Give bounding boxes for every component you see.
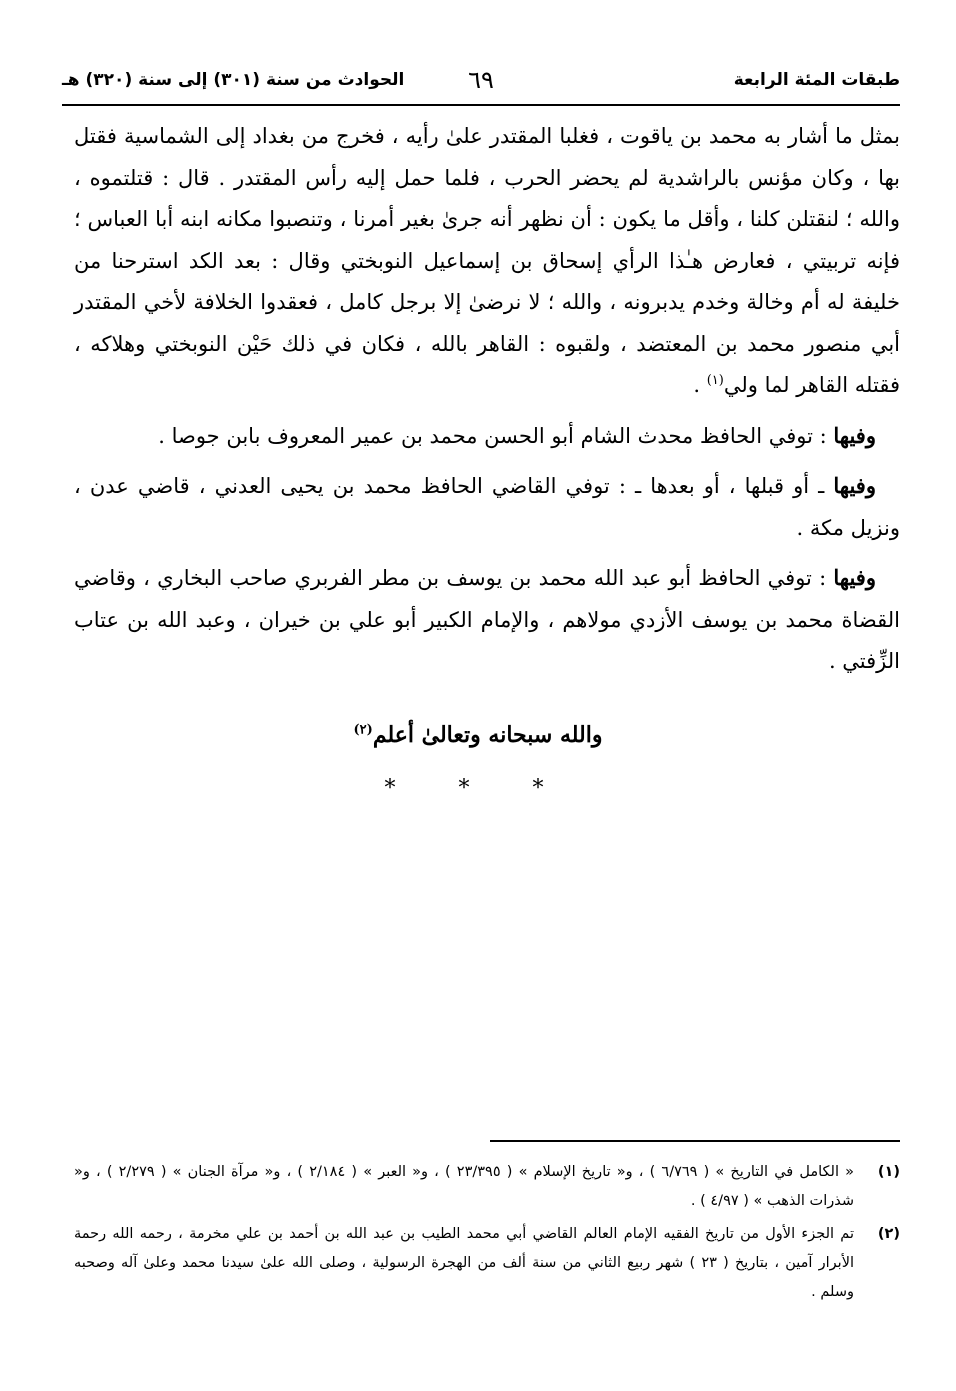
paragraph-text: بمثل ما أشار به محمد بن ياقوت ، فغلبا المقتدر علىٰ رأيه ، فخرج من بغداد إلى الشماسية فقتل بها ، وكان مؤنس بالراشدية لم يحضر الحرب ، فلما حمل إليه رأس المقتدر . قال : قتلتموه ، والله ؛ لنقتلن كلنا ، وأقل ما يكون : أن نظهر أنه جرىٰ بغير أمرنا ، وتنصبوا مكانه ابنه أبا العباس ؛ فإنه تربيتي ، فعارض هـٰذا الرأي إسحاق بن إسماعيل النوبختي وقال : بعد الكد استرحنا من خليفة له أم وخالة وخدم يدبرونه ، والله ؛ لا نرضىٰ إلا برجل كامل ، فعقدوا الخلافة لأخي المقتدر أبي منصور محمد بن المعتضد ، ولقبوه : القاهر بالله ، فكان في ذلك حَيْن النوبختي وهلاكه ، فقتله القاهر لما ولي bbox=[74, 124, 900, 397]
paragraph-tail: . bbox=[693, 373, 707, 397]
footnote-text: « الكامل في التاريخ » ( ٦/٧٦٩ ) ، و« تاريخ الإسلام » ( ٢٣/٣٩٥ ) ، و« العبر » ( ٢/١٨٤ ) ، و« مرآة الجنان » ( ٢/٢٧٩ ) ، و« شذرات الذهب » ( ٤/٩٧ ) . bbox=[74, 1164, 854, 1209]
section-separator: * * * bbox=[384, 776, 572, 801]
header-divider bbox=[62, 104, 900, 106]
footnotes bbox=[74, 1158, 900, 1311]
closing-text: والله سبحانه وتعالىٰ أعلم bbox=[372, 722, 603, 748]
footnote-number: (١) bbox=[877, 1164, 900, 1180]
paragraph-text: ـ أو قبلها ، أو بعدها ـ : توفي القاضي الحافظ محمد بن يحيى العدني ، قاضي عدن ، ونزيل مكة . bbox=[74, 474, 900, 540]
footnote-1 bbox=[74, 1158, 900, 1216]
paragraph-lead: وفيها bbox=[833, 422, 876, 448]
paragraph-1 bbox=[74, 116, 900, 407]
footnote-ref-2: (٢) bbox=[353, 722, 373, 738]
header-section-title: الحوادث من سنة (٣٠١) إلى سنة (٣٢٠) هـ bbox=[62, 70, 405, 90]
closing-formula bbox=[56, 722, 900, 748]
footnote-text: تم الجزء الأول من تاريخ الفقيه الإمام العالم القاضي أبي محمد الطيب بن عبد الله بن أحمد بن علي مخرمة ، رحمه الله رحمة الأبرار آمين ، بتاريخ ( ٢٣ ) شهر ربيع الثاني من سنة ألف من الهجرة الرسولية ، وصلى الله علىٰ سيدنا محمد وعلىٰ آله وصحبه وسلم . bbox=[74, 1226, 854, 1300]
paragraph-lead: وفيها bbox=[833, 565, 876, 590]
running-header bbox=[62, 66, 900, 100]
header-book-title: طبقات المئة الرابعة bbox=[733, 70, 900, 90]
paragraph-2 bbox=[74, 415, 900, 458]
page-number: ٦٩ bbox=[468, 66, 494, 94]
paragraph-text: : توفي الحافظ أبو عبد الله محمد بن يوسف بن مطر الفربري صاحب البخاري ، وقاضي القضاة محمد بن يوسف الأزدي مولاهم ، والإمام الكبير أبو علي بن خيران ، وعبد الله بن عتاب الزِّفتي . bbox=[74, 566, 900, 673]
paragraph-4 bbox=[74, 557, 900, 683]
footnote-divider bbox=[490, 1140, 900, 1142]
paragraph-text: : توفي الحافظ محدث الشام أبو الحسن محمد بن عمير المعروف بابن جوصا . bbox=[158, 423, 834, 448]
paragraph-lead: وفيها bbox=[833, 473, 876, 498]
main-text bbox=[74, 116, 900, 691]
footnote-ref-1: (١) bbox=[706, 373, 724, 388]
footnote-2 bbox=[74, 1220, 900, 1307]
footnote-number: (٢) bbox=[877, 1226, 900, 1242]
paragraph-3 bbox=[74, 465, 900, 549]
